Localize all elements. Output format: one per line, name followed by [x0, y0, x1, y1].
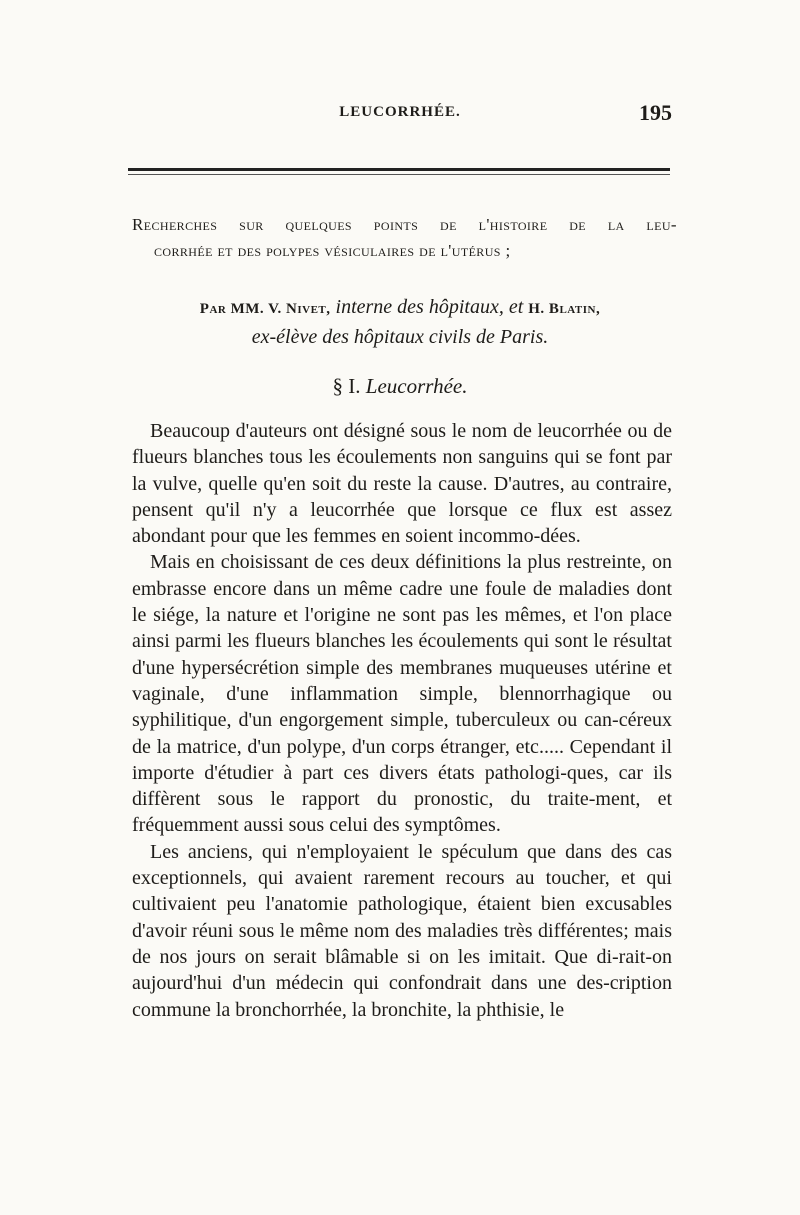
section-mark: § I.	[332, 374, 361, 398]
authors-line2	[120, 323, 680, 351]
article-title-line1: Recherches sur quelques points de l'histoire de la leu-	[132, 215, 677, 234]
body-text	[132, 418, 672, 1023]
authors-prefix: Par MM. V. Nivet,	[199, 301, 331, 317]
page-number: 195	[639, 100, 672, 125]
section-heading	[120, 374, 680, 399]
authors-line1	[120, 293, 680, 323]
running-title: LEUCORRHÉE.	[339, 104, 461, 120]
authors-block	[120, 293, 680, 351]
paragraph: Beaucoup d'auteurs ont désigné sous le nom de leucorrhée ou de flueurs blanches tous les écoulements non sanguins qui se font par la vulve, quelle qu'en soit du reste la cause. D'autres, au contraire, pensent qu'il n'y a leucorrhée que lorsque ce flux est assez abondant pour que les femmes en soient incommo-dées.	[132, 420, 672, 548]
header-rule-thick	[128, 168, 670, 171]
authors-role1: interne des hôpitaux,	[335, 296, 504, 318]
article-title-line2: corrhée et des polypes vésiculaires de l'utérus ;	[154, 241, 511, 260]
section-title: Leucorrhée.	[365, 374, 468, 398]
authors-name2: H. Blatin,	[528, 301, 601, 317]
article-title	[132, 212, 677, 264]
paragraph: Les anciens, qui n'employaient le spéculum que dans des cas exceptionnels, qui avaient rarement recours au toucher, et qui cultivaient peu l'anatomie pathologique, étaient bien excusables d'avoir réuni sous le même nom des maladies très différentes; mais de nos jours on serait blâmable si on les imitait. Que di-rait-on aujourd'hui d'un médecin qui confondrait dans une des-cription commune la bronchorrhée, la bronchite, la phthisie, le	[132, 840, 672, 1021]
authors-and: et	[508, 296, 524, 318]
running-head	[120, 100, 680, 130]
authors-role2: ex-élève des hôpitaux civils de Paris.	[251, 326, 549, 348]
header-rule-thin	[128, 174, 670, 175]
paragraph: Mais en choisissant de ces deux définitions la plus restreinte, on embrasse encore dans un même cadre une foule de maladies dont le siége, la nature et l'origine ne sont pas les mêmes, et l'on place ainsi parmi les flueurs blanches les écoulements qui sont le résultat d'une hypersécrétion simple des membranes muqueuses utérine et vaginale, d'une inflammation simple, blennorrhagique ou syphilitique, d'un engorgement simple, tuberculeux ou can-céreux de la matrice, d'un polype, d'un corps étranger, etc..... Cependant il importe d'étudier à part ces divers états pathologi-ques, car ils diffèrent sous le rapport du pronostic, du traite-ment, et fréquemment aussi sous celui des symptômes.	[132, 551, 672, 837]
